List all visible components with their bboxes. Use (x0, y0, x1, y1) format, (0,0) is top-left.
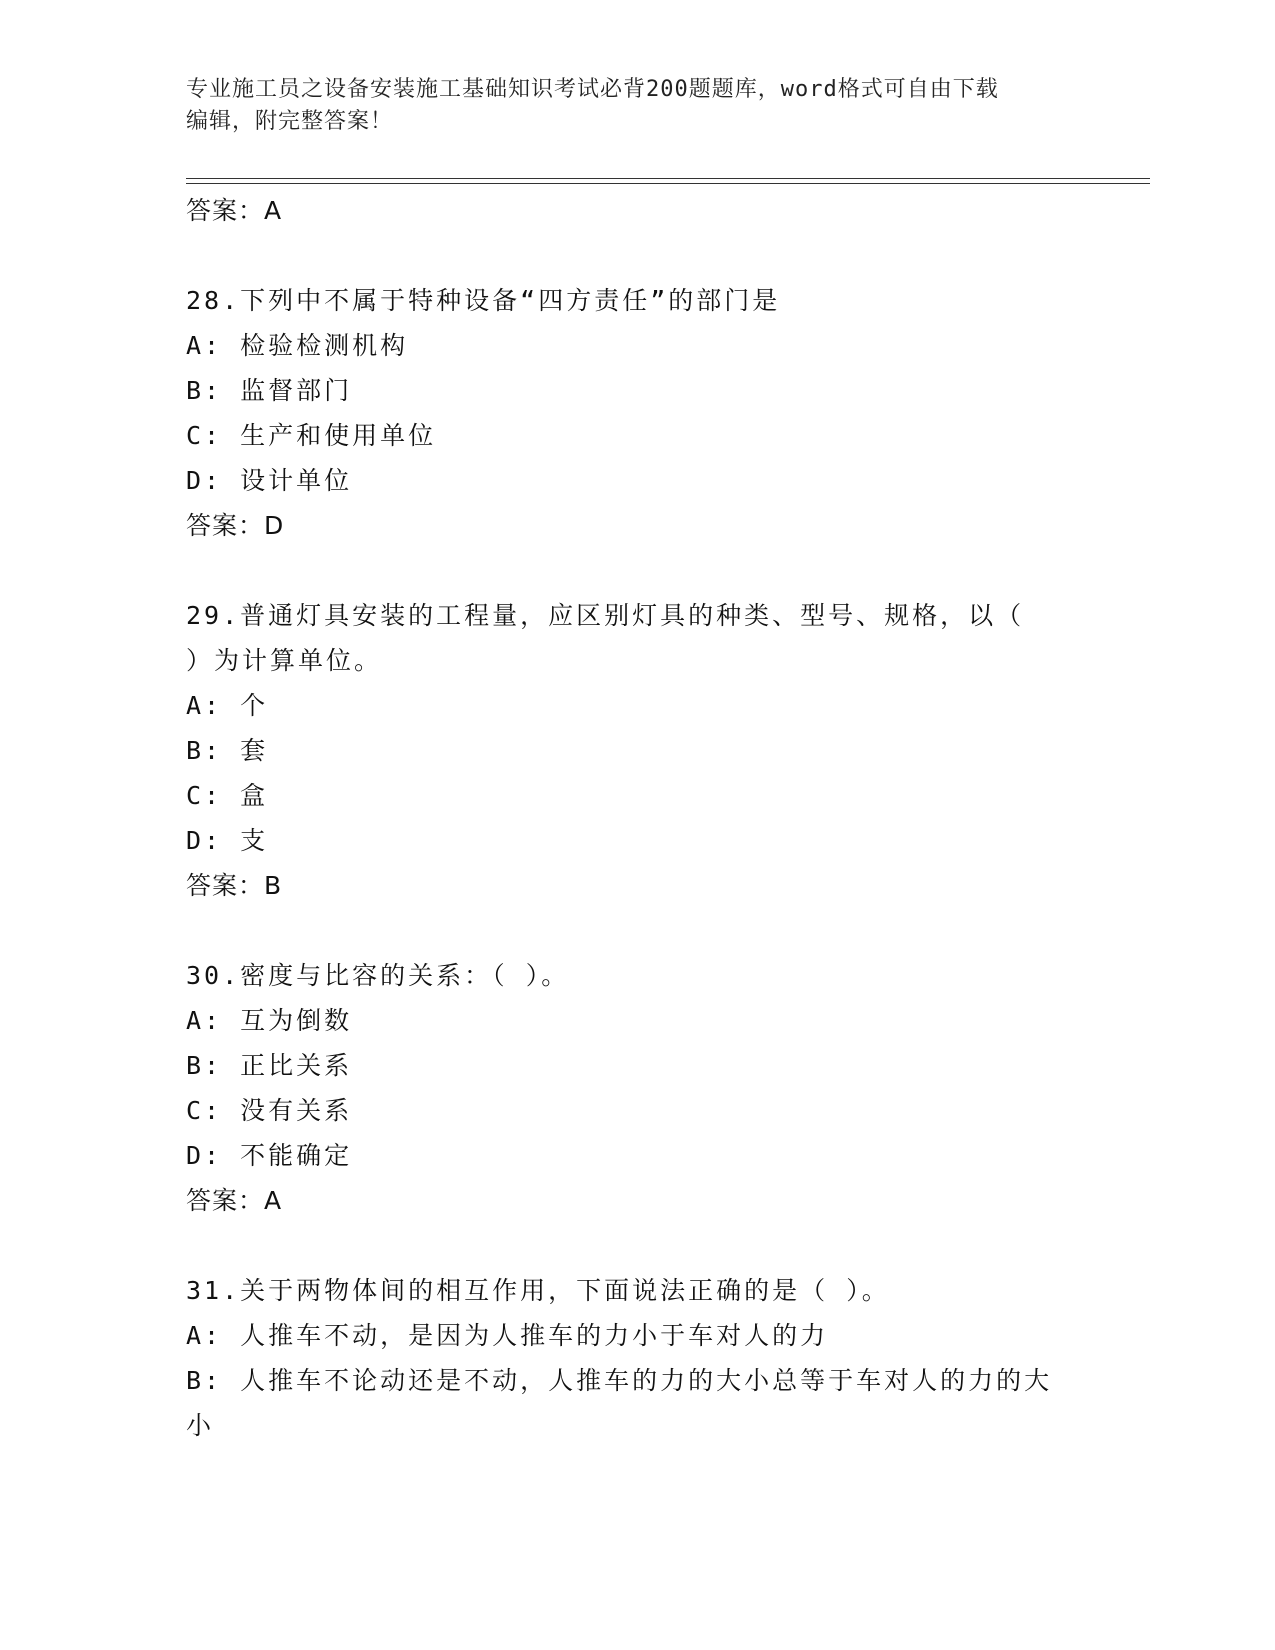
option-b: B: 套 (186, 736, 269, 765)
question-31 (186, 1268, 1086, 1448)
question-list (186, 188, 1086, 1448)
option-b: B: 正比关系 (186, 1051, 353, 1080)
header-title-line-2: 编辑，附完整答案！ (186, 109, 394, 134)
spacer (186, 908, 1086, 953)
answer-line: 答案：D (186, 511, 285, 540)
option-c: C: 盒 (186, 781, 269, 810)
option-c: C: 没有关系 (186, 1096, 353, 1125)
question-stem: 30.密度与比容的关系：（ ）。 (186, 961, 570, 990)
option-a: A: 人推车不动，是因为人推车的力小于车对人的力 (186, 1321, 829, 1350)
page-header (186, 74, 1066, 138)
answer-line: 答案：A (186, 196, 283, 225)
question-28 (186, 278, 1086, 548)
header-title-line-1: 专业施工员之设备安装施工基础知识考试必背200题题库，word格式可自由下载 (186, 77, 999, 102)
option-b: B: 监督部门 (186, 376, 353, 405)
option-a: A: 个 (186, 691, 269, 720)
question-29 (186, 593, 1086, 908)
spacer (186, 548, 1086, 593)
answer-line: 答案：B (186, 871, 283, 900)
answer-line: 答案：A (186, 1186, 283, 1215)
option-b: B: 人推车不论动还是不动，人推车的力的大小总等于车对人的力的大 (186, 1366, 1053, 1395)
option-b-continued: 小 (186, 1411, 215, 1440)
question-stem: 31.关于两物体间的相互作用，下面说法正确的是（ ）。 (186, 1276, 890, 1305)
question-stem: 29.普通灯具安装的工程量，应区别灯具的种类、型号、规格，以（ (186, 601, 1025, 630)
spacer (186, 233, 1086, 278)
question-stem: 28.下列中不属于特种设备“四方责任”的部门是 (186, 286, 781, 315)
option-c: C: 生产和使用单位 (186, 421, 437, 450)
option-d: D: 不能确定 (186, 1141, 353, 1170)
option-a: A: 检验检测机构 (186, 331, 409, 360)
option-a: A: 互为倒数 (186, 1006, 353, 1035)
option-d: D: 设计单位 (186, 466, 353, 495)
spacer (186, 1223, 1086, 1268)
header-divider (186, 178, 1150, 184)
option-d: D: 支 (186, 826, 269, 855)
question-stem-continued: ）为计算单位。 (186, 646, 383, 675)
question-30 (186, 953, 1086, 1223)
